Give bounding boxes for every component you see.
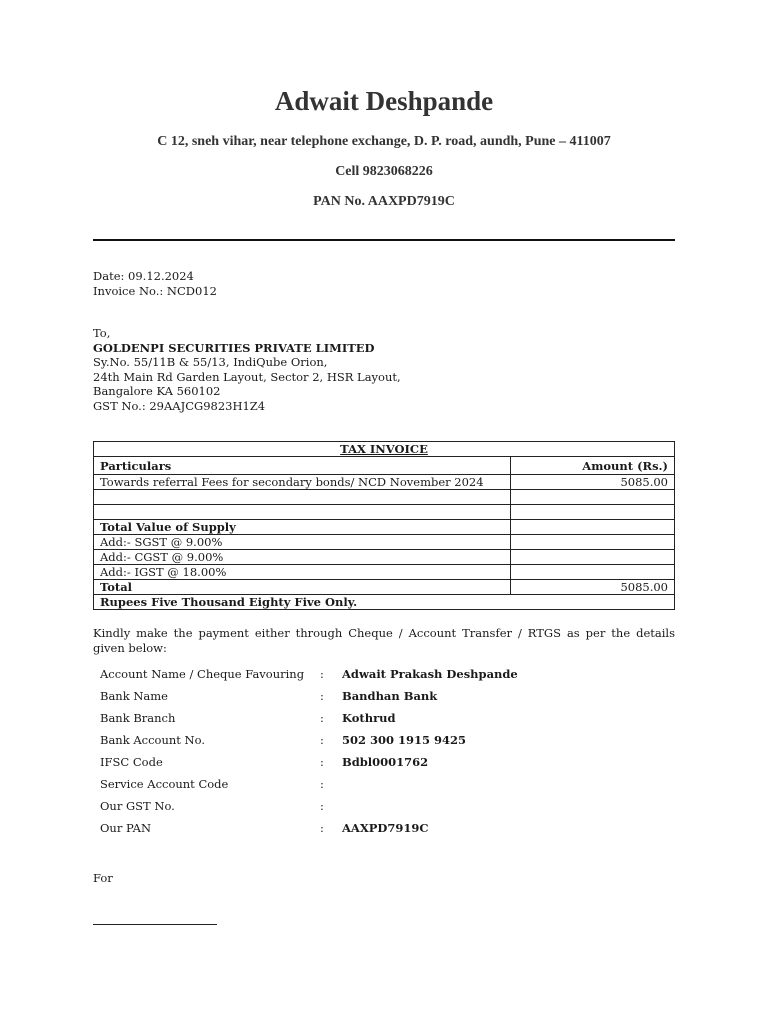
igst-label: Add:- IGST @ 18.00%	[94, 565, 511, 580]
item-amount: 5085.00	[511, 475, 675, 490]
account-no-label: Bank Account No.	[100, 733, 205, 747]
colon: :	[320, 755, 324, 769]
total-label: Total	[94, 580, 511, 595]
to-label: To,	[93, 326, 111, 340]
our-pan-value: AAXPD7919C	[342, 821, 429, 835]
particulars-header: Particulars	[94, 457, 511, 475]
table-title-row	[94, 442, 675, 457]
bank-name-label: Bank Name	[100, 689, 168, 703]
service-code-label: Service Account Code	[100, 777, 229, 791]
colon: :	[320, 667, 324, 681]
header-divider	[93, 239, 675, 241]
table-row	[94, 550, 675, 565]
our-gst-label: Our GST No.	[100, 799, 175, 813]
for-label: For	[93, 871, 113, 885]
recipient-address	[93, 326, 675, 413]
recipient-gst: GST No.: 29AAJCG9823H1Z4	[93, 398, 266, 413]
table-row-empty	[94, 490, 675, 505]
issuer-cell: Cell 9823068226	[335, 164, 433, 179]
table-header-row	[94, 457, 675, 475]
table-title: TAX INVOICE	[94, 442, 675, 457]
recipient-line-3: Bangalore KA 560102	[93, 384, 221, 398]
account-name-value: Adwait Prakash Deshpande	[342, 667, 518, 681]
total-supply-label: Total Value of Supply	[94, 520, 511, 535]
table-row-empty	[94, 505, 675, 520]
colon: :	[320, 689, 324, 703]
branch-value: Kothrud	[342, 711, 396, 725]
account-name-label: Account Name / Cheque Favouring	[100, 667, 305, 681]
table-row	[94, 475, 675, 490]
item-description: Towards referral Fees for secondary bonds/ NCD November 2024	[94, 475, 511, 490]
payment-note: Kindly make the payment either through Cheque / Account Transfer / RTGS as per the details given below:	[93, 626, 675, 655]
ifsc-label: IFSC Code	[100, 755, 163, 769]
sgst-label: Add:- SGST @ 9.00%	[94, 535, 511, 550]
colon: :	[320, 777, 324, 791]
cgst-label: Add:- CGST @ 9.00%	[94, 550, 511, 565]
signature-line	[93, 924, 217, 925]
account-no-value: 502 300 1915 9425	[342, 733, 467, 747]
issuer-address: C 12, sneh vihar, near telephone exchange, D. P. road, aundh, Pune – 411007	[157, 134, 611, 149]
table-row	[94, 520, 675, 535]
colon: :	[320, 733, 324, 747]
table-row	[94, 565, 675, 580]
invoice-date: Date: 09.12.2024	[93, 269, 194, 283]
recipient-line-2: 24th Main Rd Garden Layout, Sector 2, HSR Layout,	[93, 369, 401, 384]
colon: :	[320, 711, 324, 725]
invoice-number: Invoice No.: NCD012	[93, 283, 217, 298]
recipient-line-1: Sy.No. 55/11B & 55/13, IndiQube Orion,	[93, 355, 328, 369]
ifsc-value: Bdbl0001762	[342, 755, 429, 769]
branch-label: Bank Branch	[100, 711, 176, 725]
amount-header: Amount (Rs.)	[511, 457, 675, 475]
invoice-meta	[93, 269, 675, 298]
table-row	[94, 580, 675, 595]
colon: :	[320, 821, 324, 835]
our-pan-label: Our PAN	[100, 821, 152, 835]
bank-name-value: Bandhan Bank	[342, 689, 438, 703]
tax-invoice-table	[93, 441, 675, 610]
colon: :	[320, 799, 324, 813]
recipient-company: GOLDENPI SECURITIES PRIVATE LIMITED	[93, 340, 375, 355]
amount-in-words: Rupees Five Thousand Eighty Five Only.	[94, 595, 675, 610]
total-amount: 5085.00	[511, 580, 675, 595]
issuer-name: Adwait Deshpande	[274, 86, 494, 116]
issuer-pan: PAN No. AAXPD7919C	[313, 194, 455, 209]
table-row	[94, 535, 675, 550]
table-row	[94, 595, 675, 610]
